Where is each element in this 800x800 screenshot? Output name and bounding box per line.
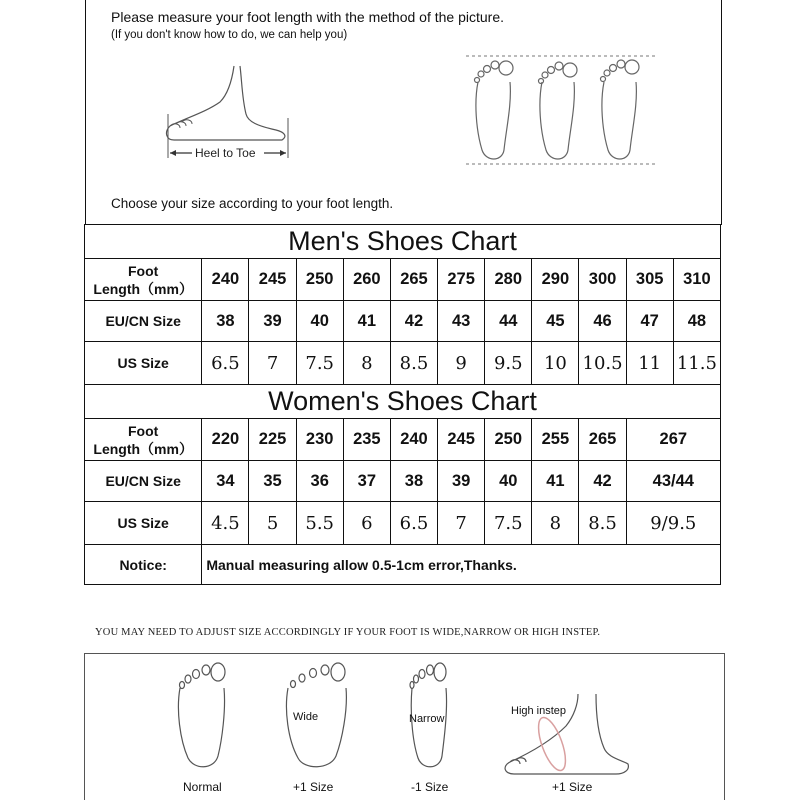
narrow-label: Narrow: [409, 713, 445, 725]
size-cell: 48: [673, 301, 720, 342]
womens-title-row: [85, 385, 721, 419]
size-cell: 300: [579, 259, 626, 301]
size-cell: 36: [296, 461, 343, 502]
size-cell: 9/9.5: [626, 502, 720, 545]
heel-to-toe-label: Heel to Toe: [195, 146, 256, 160]
size-cell: 230: [296, 419, 343, 461]
womens-eu-cn-row: [85, 461, 721, 502]
size-cell: 4.5: [202, 502, 249, 545]
size-cell: 37: [343, 461, 390, 502]
size-cell: 10: [532, 342, 579, 385]
size-cell: 42: [390, 301, 437, 342]
womens-foot-length-row: [85, 419, 721, 461]
side-foot-outline: [167, 66, 285, 140]
normal-foot-icon: [170, 660, 240, 772]
arrow-head-right: [280, 150, 286, 156]
mens-us-header: US Size: [85, 342, 202, 385]
size-cell: 305: [626, 259, 673, 301]
size-cell: 11: [626, 342, 673, 385]
size-cell: 44: [485, 301, 532, 342]
size-cell: 9: [438, 342, 485, 385]
mens-chart-title: Men's Shoes Chart: [85, 225, 721, 259]
adjust-size-note: YOU MAY NEED TO ADJUST SIZE ACCORDINGLY IF YOUR FOOT IS WIDE,NARROW OR HIGH INSTEP.: [95, 627, 601, 638]
size-cell: 265: [390, 259, 437, 301]
size-cell: 280: [485, 259, 532, 301]
measure-instruction-text: Please measure your foot length with the method of the picture.: [111, 9, 505, 25]
size-cell: 260: [343, 259, 390, 301]
size-cell: 250: [296, 259, 343, 301]
size-cell: 267: [626, 419, 720, 461]
size-cell: 7.5: [296, 342, 343, 385]
size-cell: 255: [532, 419, 579, 461]
size-cell: 265: [579, 419, 626, 461]
womens-foot-length-header: [85, 419, 202, 461]
womens-us-row: [85, 502, 721, 545]
size-cell: 39: [438, 461, 485, 502]
top-foot-2: [539, 62, 578, 159]
size-cell: 8.5: [390, 342, 437, 385]
notice-row: [85, 545, 721, 585]
high-instep-foot-icon: [496, 690, 636, 778]
foot-label-line2: Length（mm）: [93, 280, 193, 297]
size-cell: 310: [673, 259, 720, 301]
narrow-caption: -1 Size: [411, 780, 449, 794]
instep-highlight: [533, 714, 571, 773]
size-cell: 47: [626, 301, 673, 342]
mens-eu-cn-header: EU/CN Size: [85, 301, 202, 342]
size-cell: 8: [532, 502, 579, 545]
size-cell: 220: [202, 419, 249, 461]
normal-caption: Normal: [183, 780, 222, 794]
help-note-text: (If you don't know how to do, we can help you): [111, 29, 348, 41]
foot-label-line1: Foot: [128, 422, 159, 439]
size-cell: 6: [343, 502, 390, 545]
notice-label: Notice:: [85, 545, 202, 585]
size-cell: 235: [343, 419, 390, 461]
arrow-head-left: [170, 150, 176, 156]
top-view-feet-illustration: [462, 52, 662, 170]
mens-foot-length-header: [85, 259, 202, 301]
mens-eu-cn-row: [85, 301, 721, 342]
size-cell: 40: [485, 461, 532, 502]
wide-label: Wide: [293, 711, 319, 723]
foot-label-line1: Foot: [128, 262, 159, 279]
size-cell: 46: [579, 301, 626, 342]
womens-us-header: US Size: [85, 502, 202, 545]
high-instep-label: High instep: [511, 705, 567, 717]
size-cell: 7: [249, 342, 296, 385]
size-cell: 38: [202, 301, 249, 342]
size-cell: 43/44: [626, 461, 720, 502]
size-cell: 250: [485, 419, 532, 461]
womens-chart-title: Women's Shoes Chart: [85, 385, 721, 419]
mens-foot-length-row: [85, 259, 721, 301]
size-cell: 7.5: [485, 502, 532, 545]
size-cell: 7: [438, 502, 485, 545]
womens-eu-cn-header: EU/CN Size: [85, 461, 202, 502]
size-cell: 6.5: [202, 342, 249, 385]
size-cell: 245: [438, 419, 485, 461]
size-cell: 38: [390, 461, 437, 502]
wide-caption: +1 Size: [293, 780, 334, 794]
size-cell: 275: [438, 259, 485, 301]
size-cell: 290: [532, 259, 579, 301]
mens-us-row: [85, 342, 721, 385]
high-instep-caption: +1 Size: [552, 780, 593, 794]
size-cell: 245: [249, 259, 296, 301]
size-cell: 5: [249, 502, 296, 545]
size-cell: 225: [249, 419, 296, 461]
size-cell: 6.5: [390, 502, 437, 545]
size-cell: 8.5: [579, 502, 626, 545]
choose-size-text: Choose your size according to your foot length.: [111, 196, 394, 211]
size-cell: 5.5: [296, 502, 343, 545]
size-cell: 43: [438, 301, 485, 342]
top-foot-3: [601, 60, 640, 159]
size-cell: 41: [532, 461, 579, 502]
foot-label-line2: Length（mm）: [93, 440, 193, 457]
size-cell: 42: [579, 461, 626, 502]
size-cell: 45: [532, 301, 579, 342]
size-cell: 240: [202, 259, 249, 301]
size-cell: 34: [202, 461, 249, 502]
size-cell: 41: [343, 301, 390, 342]
size-cell: 9.5: [485, 342, 532, 385]
notice-text: Manual measuring allow 0.5-1cm error,Thanks.: [202, 545, 721, 585]
mens-title-row: [85, 225, 721, 259]
size-cell: 10.5: [579, 342, 626, 385]
size-cell: 35: [249, 461, 296, 502]
size-cell: 240: [390, 419, 437, 461]
size-cell: 8: [343, 342, 390, 385]
size-cell: 39: [249, 301, 296, 342]
size-cell: 11.5: [673, 342, 720, 385]
size-chart-table: [84, 224, 721, 585]
size-cell: 40: [296, 301, 343, 342]
top-foot-1: [475, 61, 514, 159]
